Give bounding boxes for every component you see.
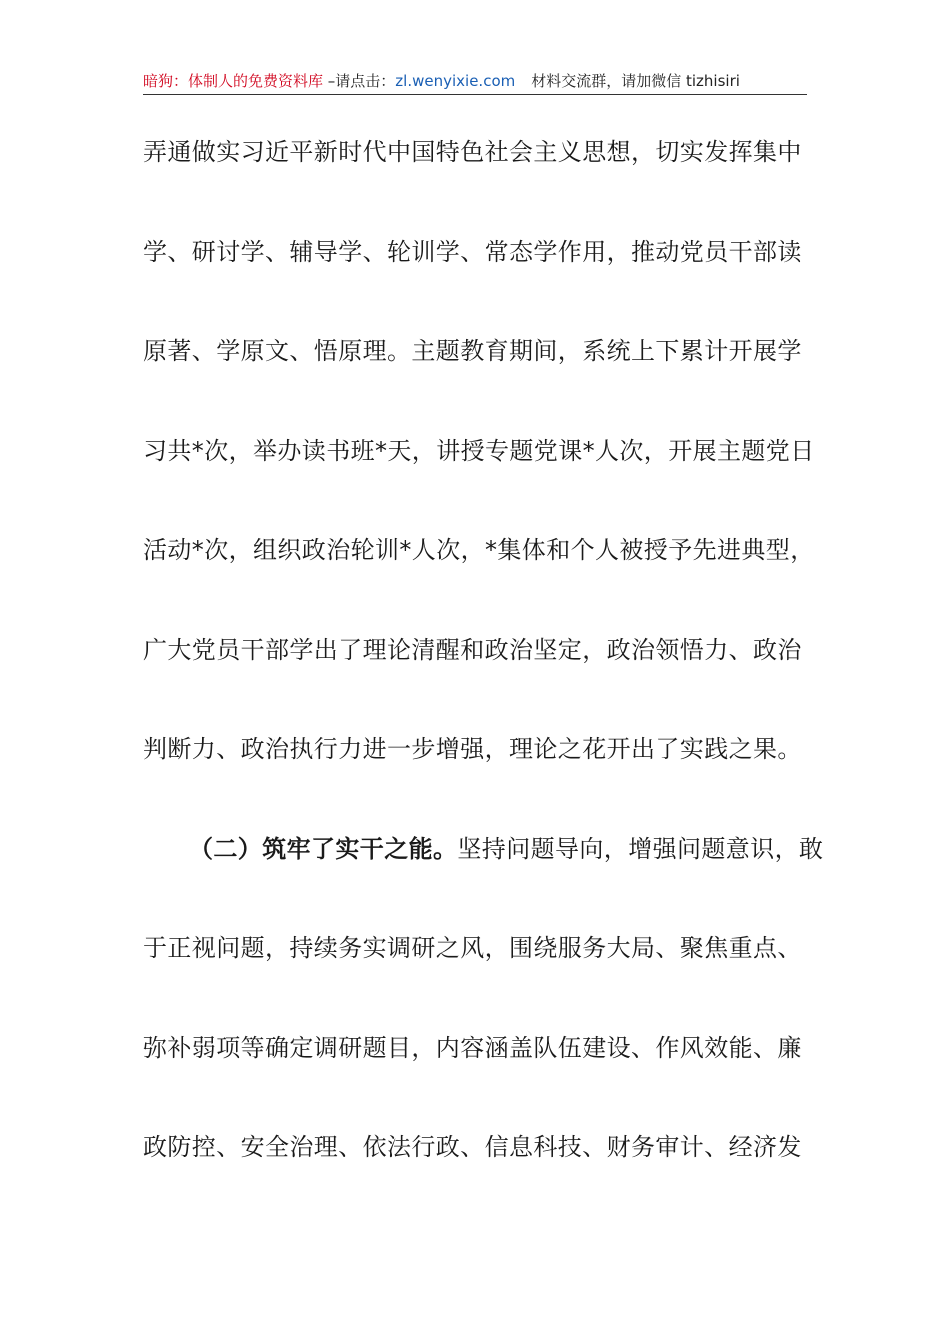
body-line: 弥补弱项等确定调研题目，内容涵盖队伍建设、作风效能、廉 bbox=[143, 1033, 802, 1062]
body-line: 于正视问题，持续务实调研之风，围绕服务大局、聚焦重点、 bbox=[143, 934, 802, 962]
section-2-first-line-text: 坚持问题导向，增强问题意识，敢 bbox=[457, 834, 824, 863]
page-header bbox=[143, 68, 807, 95]
body-line: 弄通做实习近平新时代中国特色社会主义思想，切实发挥集中 bbox=[143, 138, 802, 166]
header-url-link[interactable]: zl.wenyixie.com bbox=[395, 72, 516, 90]
body-line: 政防控、安全治理、依法行政、信息科技、财务审计、经济发 bbox=[143, 1133, 802, 1161]
header-brand: 暗狗：体制人的免费资料库 bbox=[143, 72, 324, 90]
section-2-first-line bbox=[143, 825, 824, 925]
body-line: 原著、学原文、悟原理。主题教育期间，系统上下累计开展学 bbox=[143, 337, 802, 365]
section-2-heading: （二）筑牢了实干之能。 bbox=[189, 834, 458, 863]
body-line: 学、研讨学、辅导学、轮训学、常态学作用，推动党员干部读 bbox=[143, 237, 802, 266]
body-line: 习共*次，举办读书班*天，讲授专题党课*人次，开展主题党日 bbox=[143, 436, 815, 465]
body-line: 广大党员干部学出了理论清醒和政治坚定，政治领悟力、政治 bbox=[143, 635, 802, 664]
body-line: 判断力、政治执行力进一步增强，理论之花开出了实践之果。 bbox=[143, 735, 802, 763]
document-body bbox=[143, 128, 824, 1223]
body-line: 活动*次，组织政治轮训*人次，*集体和个人被授予先进典型， bbox=[143, 536, 815, 564]
header-separator: –请点击： bbox=[323, 72, 396, 90]
header-group-info: 材料交流群，请加微信 tizhisiri bbox=[531, 72, 740, 90]
